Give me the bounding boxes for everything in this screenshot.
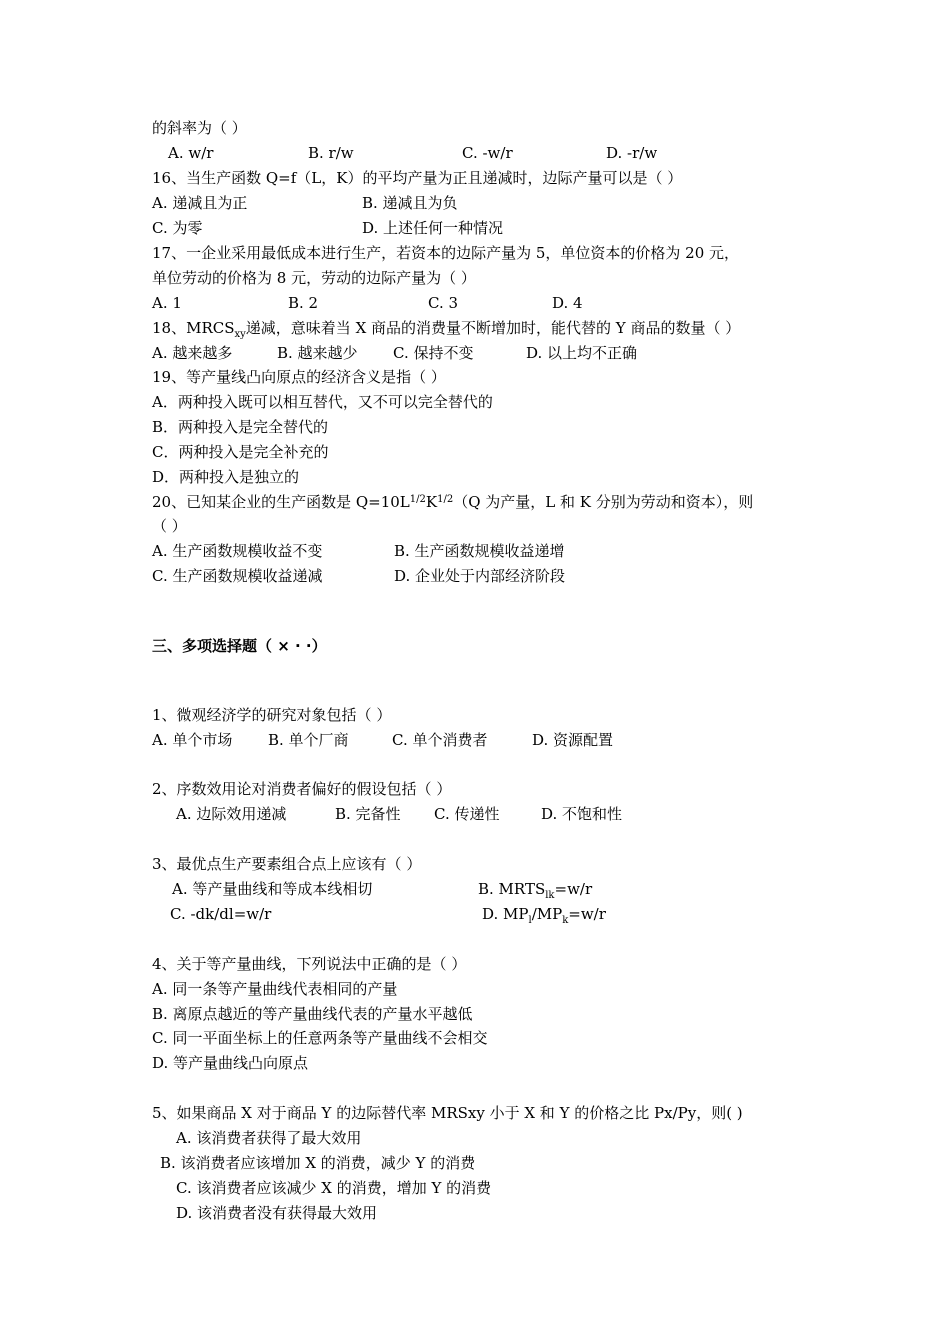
m5-option-b: B. 该消费者应该增加 X 的消费，减少 Y 的消费 bbox=[160, 1154, 476, 1172]
m4-option-c: C. 同一平面坐标上的任意两条等产量曲线不会相交 bbox=[152, 1029, 488, 1047]
m3-option-c: C. -dk/dl=w/r bbox=[170, 905, 272, 923]
section-heading-multiple-choice: 三、多项选择题（ × · ·） bbox=[152, 637, 327, 655]
m5-option-d: D. 该消费者没有获得最大效用 bbox=[176, 1204, 378, 1222]
q15-stem-tail: 的斜率为（ ） bbox=[152, 119, 247, 137]
q17-stem-line2: 单位劳动的价格为 8 元，劳动的边际产量为（ ） bbox=[152, 269, 476, 287]
q20-option-c: C. 生产函数规模收益递减 bbox=[152, 567, 323, 585]
m1-option-a: A. 单个市场 bbox=[152, 731, 233, 749]
q20-stem-line2: （ ） bbox=[152, 517, 187, 535]
m3-option-d bbox=[482, 904, 606, 924]
q20-stem-post: （Q 为产量，L 和 K 分别为劳动和资本），则 bbox=[453, 493, 754, 511]
q17-option-a: A. 1 bbox=[152, 294, 182, 312]
m5-option-c: C. 该消费者应该减少 X 的消费，增加 Y 的消费 bbox=[176, 1179, 492, 1197]
q18-option-a: A. 越来越多 bbox=[152, 344, 233, 362]
m1-option-c: C. 单个消费者 bbox=[392, 731, 488, 749]
m3-option-a: A. 等产量曲线和等成本线相切 bbox=[172, 880, 373, 898]
m3-option-b-text: B. MRTS bbox=[478, 880, 546, 898]
q19-option-c: C．两种投入是完全补充的 bbox=[152, 443, 329, 461]
q17-option-d: D. 4 bbox=[552, 294, 583, 312]
m1-option-b: B. 单个厂商 bbox=[268, 731, 349, 749]
m3-option-d-subscript-l: l bbox=[528, 915, 532, 926]
q16-option-b: B. 递减且为负 bbox=[362, 194, 458, 212]
q20-option-a: A. 生产函数规模收益不变 bbox=[152, 542, 323, 560]
m2-stem: 2、序数效用论对消费者偏好的假设包括（ ） bbox=[152, 780, 452, 798]
q18-stem-post: 递减，意味着当 X 商品的消费量不断增加时，能代替的 Y 商品的数量（ ） bbox=[245, 319, 741, 337]
q18-option-b: B. 越来越少 bbox=[277, 344, 358, 362]
q20-option-d: D. 企业处于内部经济阶段 bbox=[394, 567, 566, 585]
q19-stem: 19、等产量线凸向原点的经济含义是指（ ） bbox=[152, 368, 446, 386]
q16-option-d: D. 上述任何一种情况 bbox=[362, 219, 504, 237]
q15-option-b: B. r/w bbox=[308, 144, 354, 162]
q18-option-d: D. 以上均不正确 bbox=[526, 344, 638, 362]
m2-option-b: B. 完备性 bbox=[335, 805, 401, 823]
m2-option-d: D. 不饱和性 bbox=[541, 805, 623, 823]
q20-stem-pre: 20、已知某企业的生产函数是 Q=10L bbox=[152, 493, 410, 511]
m1-stem: 1、微观经济学的研究对象包括（ ） bbox=[152, 706, 392, 724]
m1-option-d: D. 资源配置 bbox=[532, 731, 614, 749]
q18-stem-subscript: xy bbox=[234, 329, 246, 340]
q18-stem-pre: 18、MRCS bbox=[152, 319, 235, 337]
q20-stem bbox=[152, 492, 753, 512]
m3-option-d-subscript-k: k bbox=[562, 915, 569, 926]
q20-exponent-k: 1/2 bbox=[437, 494, 454, 505]
m2-option-c: C. 传递性 bbox=[434, 805, 500, 823]
q16-option-c: C. 为零 bbox=[152, 219, 203, 237]
q19-option-d: D．两种投入是独立的 bbox=[152, 468, 300, 486]
q15-option-d: D. -r/w bbox=[606, 144, 658, 162]
m4-stem: 4、关于等产量曲线，下列说法中正确的是（ ） bbox=[152, 955, 467, 973]
m5-stem: 5、如果商品 X 对于商品 Y 的边际替代率 MRSxy 小于 X 和 Y 的价格之比 Px/Py，则( ) bbox=[152, 1104, 743, 1122]
m3-option-b bbox=[478, 879, 592, 899]
q20-stem-k: K bbox=[425, 493, 438, 511]
q16-stem: 16、当生产函数 Q=f（L，K）的平均产量为正且递减时，边际产量可以是（ ） bbox=[152, 169, 683, 187]
q19-option-b: B．两种投入是完全替代的 bbox=[152, 418, 329, 436]
m4-option-d: D. 等产量曲线凸向原点 bbox=[152, 1054, 309, 1072]
q18-stem bbox=[152, 318, 740, 338]
m3-option-d-tail: =w/r bbox=[568, 905, 606, 923]
q20-exponent-l: 1/2 bbox=[409, 494, 426, 505]
q19-option-a: A．两种投入既可以相互替代，又不可以完全替代的 bbox=[152, 393, 493, 411]
m3-option-b-tail: =w/r bbox=[554, 880, 593, 898]
m3-option-d-mid: /MP bbox=[531, 905, 563, 923]
m3-stem: 3、最优点生产要素组合点上应该有（ ） bbox=[152, 855, 422, 873]
q17-option-b: B. 2 bbox=[288, 294, 319, 312]
m2-option-a: A. 边际效用递减 bbox=[176, 805, 287, 823]
q18-option-c: C. 保持不变 bbox=[393, 344, 474, 362]
m3-option-b-subscript: lk bbox=[545, 890, 555, 901]
q15-option-c: C. -w/r bbox=[462, 144, 513, 162]
m4-option-a: A. 同一条等产量曲线代表相同的产量 bbox=[152, 980, 398, 998]
m5-option-a: A. 该消费者获得了最大效用 bbox=[176, 1129, 362, 1147]
q16-option-a: A. 递减且为正 bbox=[152, 194, 248, 212]
m4-option-b: B. 离原点越近的等产量曲线代表的产量水平越低 bbox=[152, 1005, 473, 1023]
q15-option-a: A. w/r bbox=[168, 144, 214, 162]
q17-stem-line1: 17、一企业采用最低成本进行生产，若资本的边际产量为 5，单位资本的价格为 20 元， bbox=[152, 244, 740, 262]
m3-option-d-text: D. MP bbox=[482, 905, 529, 923]
q17-option-c: C. 3 bbox=[428, 294, 459, 312]
q20-option-b: B. 生产函数规模收益递增 bbox=[394, 542, 565, 560]
